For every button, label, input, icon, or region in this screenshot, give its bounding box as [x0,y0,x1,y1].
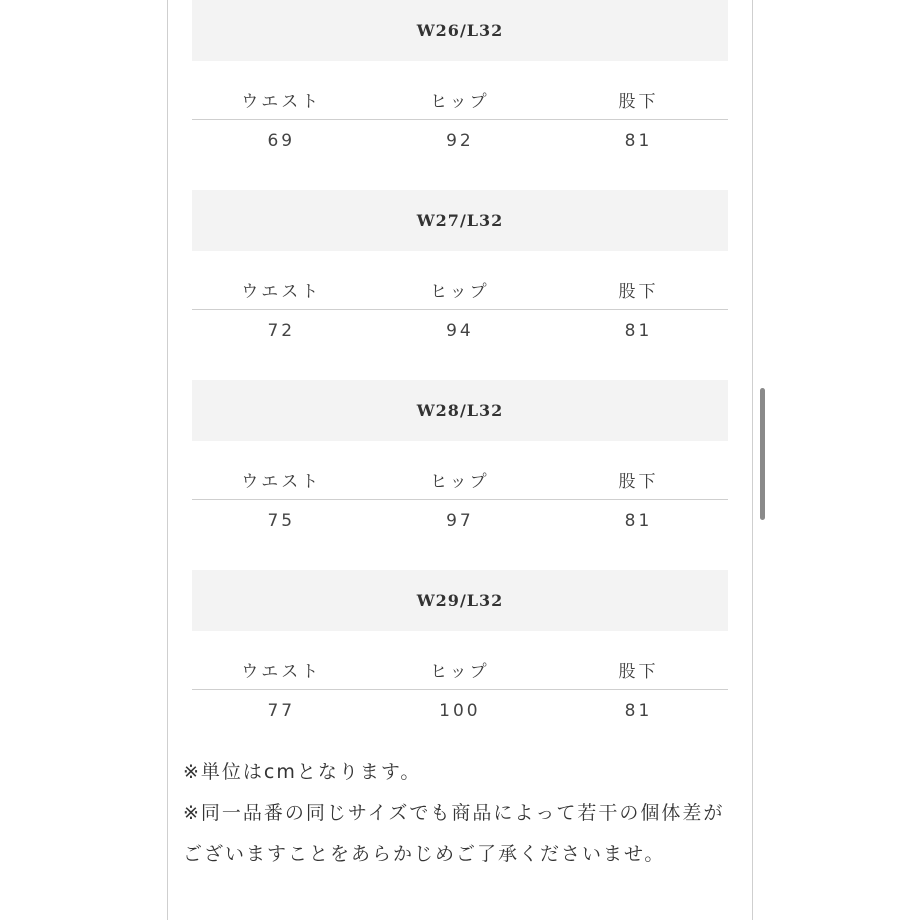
hip-value: 100 [439,701,481,721]
scrollbar-thumb[interactable] [760,388,765,520]
waist-label: ウエスト [241,662,322,682]
size-block-w27 [192,190,728,380]
inseam-value: 81 [624,321,653,341]
size-heading: W27/L32 [192,190,728,251]
inseam-value: 81 [624,701,653,721]
size-value-row [192,500,728,540]
size-heading: W28/L32 [192,380,728,441]
size-notes [183,752,728,875]
hip-label: ヒップ [430,92,490,112]
inseam-label: 股下 [618,92,659,112]
unit-note: ※単位はcmとなります。 [183,761,422,783]
waist-label: ウエスト [241,472,322,492]
size-value-row [192,120,728,160]
waist-value: 72 [267,321,296,341]
waist-value: 77 [267,701,296,721]
waist-value: 69 [267,131,296,151]
size-label-row [192,91,728,120]
size-chart [192,0,728,760]
hip-label: ヒップ [430,282,490,302]
size-label-row [192,471,728,500]
size-block-w26 [192,0,728,190]
variance-note: ※同一品番の同じサイズでも商品によって若干の個体差がございますことをあらかじめご了承くださいませ。 [183,802,725,865]
waist-label: ウエスト [241,282,322,302]
frame-left-border [167,0,168,920]
waist-value: 75 [267,511,296,531]
hip-label: ヒップ [430,662,490,682]
inseam-label: 股下 [618,662,659,682]
inseam-value: 81 [624,511,653,531]
inseam-label: 股下 [618,472,659,492]
size-block-w29 [192,570,728,760]
waist-label: ウエスト [241,92,322,112]
size-value-row [192,690,728,730]
inseam-label: 股下 [618,282,659,302]
hip-value: 94 [446,321,474,341]
frame-right-border [752,0,753,920]
inseam-value: 81 [624,131,653,151]
size-heading: W26/L32 [192,0,728,61]
hip-value: 97 [446,511,474,531]
size-label-row [192,281,728,310]
size-block-w28 [192,380,728,570]
size-value-row [192,310,728,350]
hip-value: 92 [446,131,474,151]
size-label-row [192,661,728,690]
size-heading: W29/L32 [192,570,728,631]
hip-label: ヒップ [430,472,490,492]
